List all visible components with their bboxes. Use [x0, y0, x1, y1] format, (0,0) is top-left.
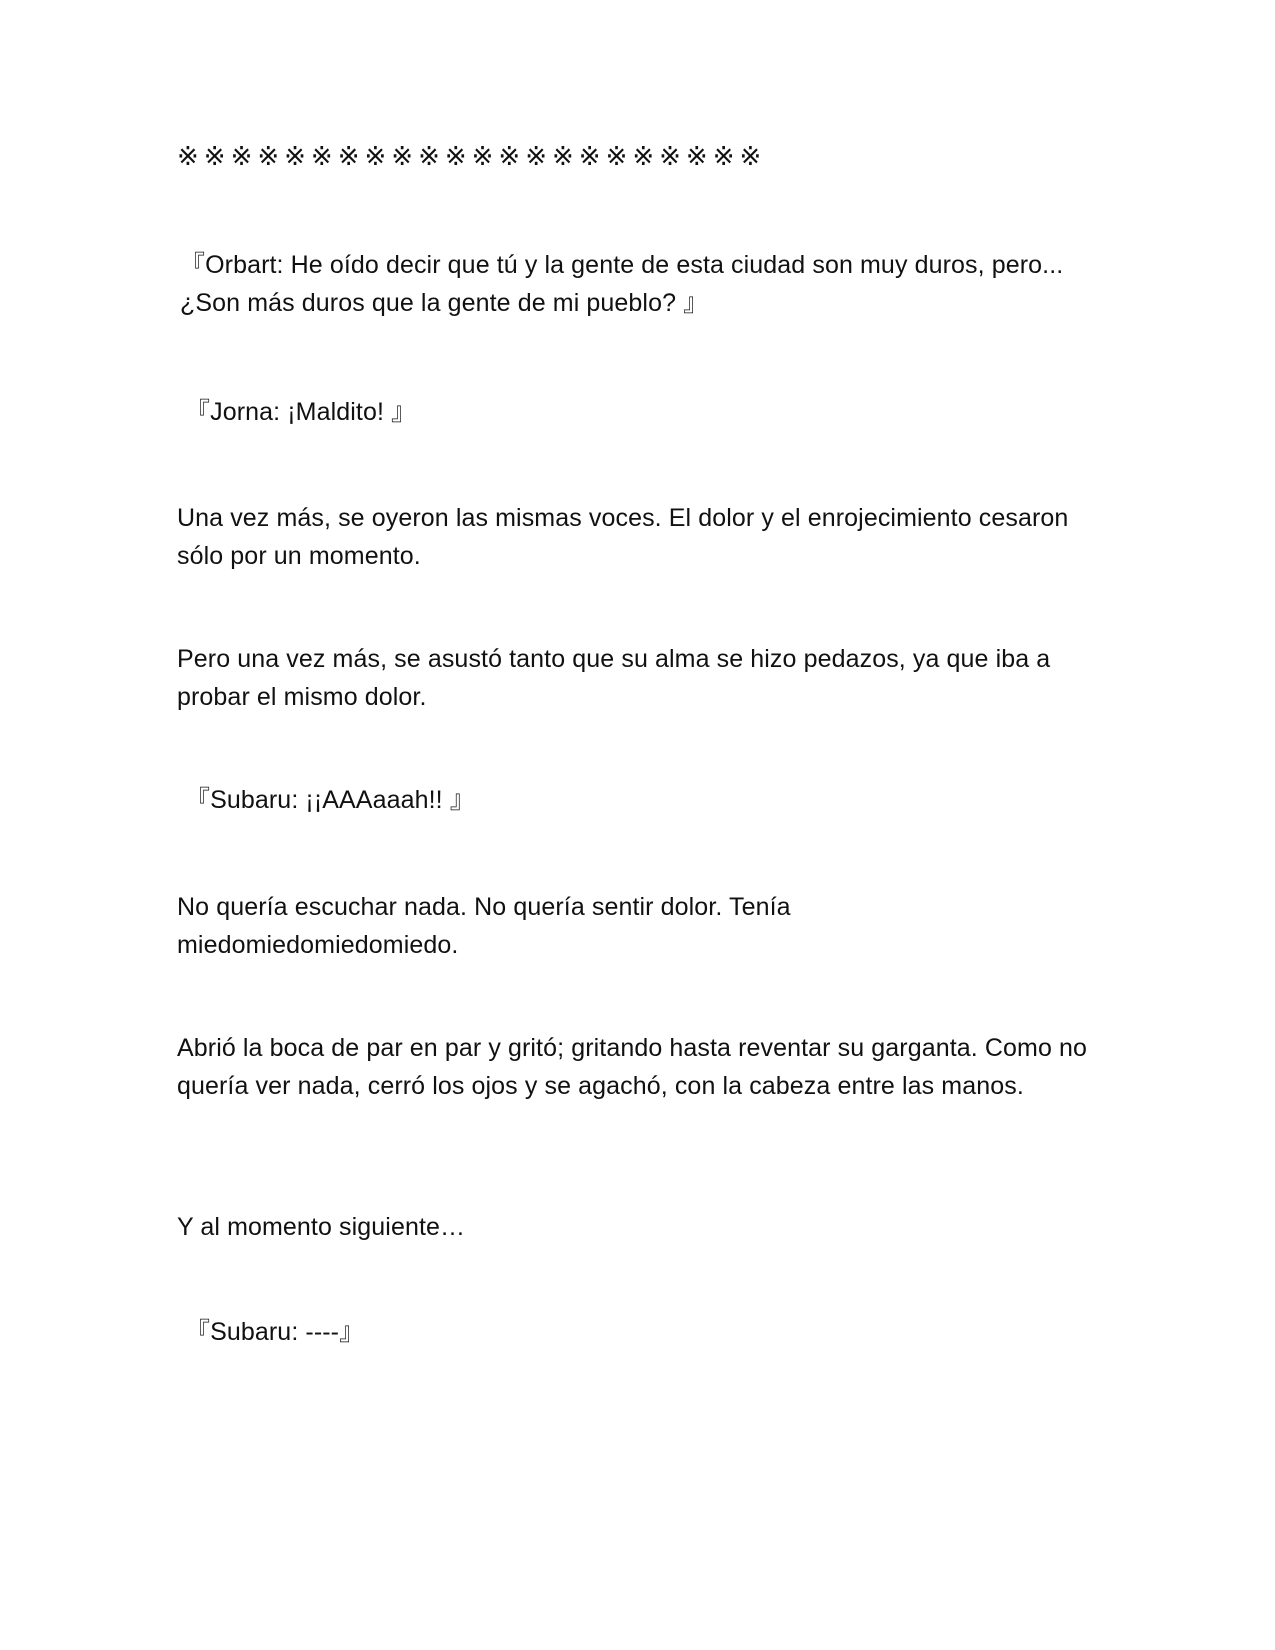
dialogue-jorna: 『Jorna: ¡Maldito! 』: [185, 398, 417, 426]
dialogue-orbart: 『Orbart: He oído decir que tú y la gente de esta ciudad son muy duros, pero... ¿Son más duros que la gente de mi pueblo? 』: [180, 251, 1064, 317]
section-separator: ※※※※※※※※※※※※※※※※※※※※※※: [177, 142, 767, 172]
dialogue-subaru-scream: 『Subaru: ¡¡AAAaaah!! 』: [185, 786, 475, 814]
narration-paragraph: Pero una vez más, se asustó tanto que su alma se hizo pedazos, ya que iba a probar el mismo dolor.: [177, 645, 1051, 711]
dialogue-subaru-silent: 『Subaru: ----』: [185, 1318, 365, 1346]
narration-paragraph: Abrió la boca de par en par y gritó; gritando hasta reventar su garganta. Como no quería ver nada, cerró los ojos y se agachó, con la cabeza entre las manos.: [177, 1034, 1088, 1100]
narration-paragraph: No quería escuchar nada. No quería sentir dolor. Tenía miedomiedomiedomiedo.: [177, 893, 791, 959]
narration-paragraph: Y al momento siguiente…: [177, 1213, 466, 1241]
narration-paragraph: Una vez más, se oyeron las mismas voces. El dolor y el enrojecimiento cesaron sólo por un momento.: [177, 504, 1069, 570]
